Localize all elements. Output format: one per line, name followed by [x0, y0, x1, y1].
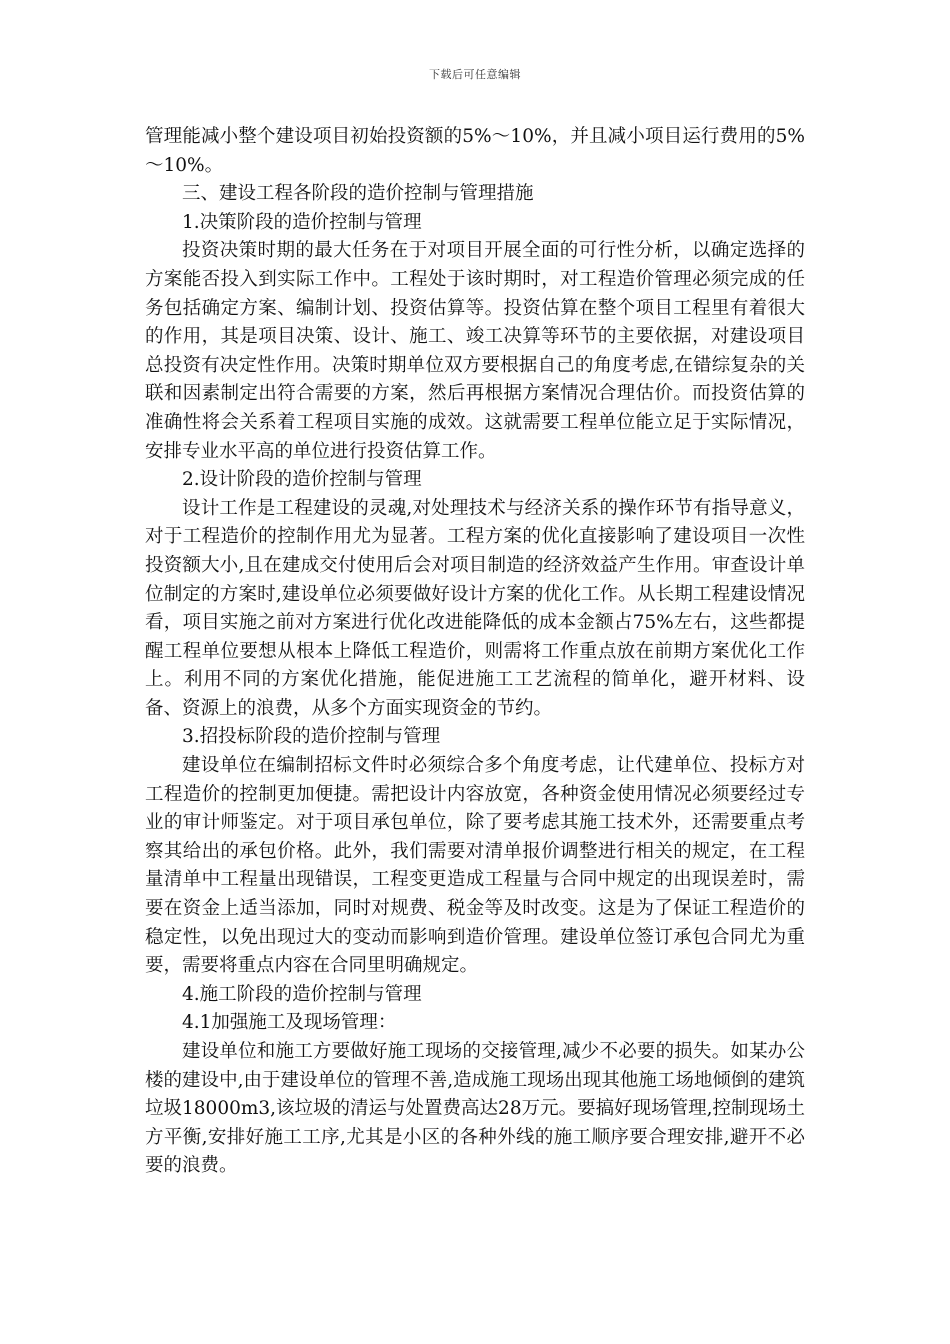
page-header: 下载后可任意编辑 — [429, 68, 521, 81]
document-body — [145, 123, 805, 1181]
paragraph-bidding-stage: 建设单位在编制招标文件时必须综合多个角度考虑，让代建单位、投标方对工程造价的控制更加便捷。需把设计内容放宽，各种资金使用情况必须要经过专业的审计师鉴定。对于项目承包单位，除了要考虑其施工技术外，还需要重点考察其给出的承包价格。此外，我们需要对清单报价调整进行相关的规定，在工程量清单中工程量出现错误，工程变更造成工程量与合同中规定的出现误差时，需要在资金上适当添加，同时对规费、税金等及时改变。这是为了保证工程造价的稳定性，以免出现过大的变动而影响到造价管理。建设单位签订承包合同尤为重要，需要将重点内容在合同里明确规定。 — [145, 755, 805, 977]
section-heading-3: 三、建设工程各阶段的造价控制与管理措施 — [182, 183, 534, 205]
paragraph-decision-stage: 投资决策时期的最大任务在于对项目开展全面的可行性分析，以确定选择的方案能否投入到实际工作中。工程处于该时期时，对工程造价管理必须完成的任务包括确定方案、编制计划、投资估算等。投资估算在整个项目工程里有着很大的作用，其是项目决策、设计、施工、竣工决算等环节的主要依据，对建设项目总投资有决定性作用。决策时期单位双方要根据自己的角度考虑,在错综复杂的关联和因素制定出符合需要的方案，然后再根据方案情况合理估价。而投资估算的准确性将会关系着工程项目实施的成效。这就需要工程单位能立足于实际情况，安排专业水平高的单位进行投资估算工作。 — [145, 240, 805, 462]
subsection-heading-3: 3.招投标阶段的造价控制与管理 — [182, 726, 441, 748]
paragraph-continuation: 管理能减小整个建设项目初始投资额的5%～10%，并且减小项目运行费用的5%～10%。 — [145, 126, 805, 176]
subsection-heading-4: 4.施工阶段的造价控制与管理 — [182, 983, 422, 1005]
subsection-heading-2: 2.设计阶段的造价控制与管理 — [182, 469, 422, 491]
paragraph-design-stage: 设计工作是工程建设的灵魂,对处理技术与经济关系的操作环节有指导意义，对于工程造价的控制作用尤为显著。工程方案的优化直接影响了建设项目一次性投资额大小,且在建成交付使用后会对项目制造的经济效益产生作用。审查设计单位制定的方案时,建设单位必须要做好设计方案的优化工作。从长期工程建设情况看，项目实施之前对方案进行优化改进能降低的成本金额占75%左右，这些都提醒工程单位要想从根本上降低工程造价，则需将工作重点放在前期方案优化工作上。利用不同的方案优化措施，能促进施工工艺流程的简单化，避开材料、设备、资源上的浪费，从多个方面实现资金的节约。 — [145, 497, 805, 719]
paragraph-construction-management: 建设单位和施工方要做好施工现场的交接管理,减少不必要的损失。如某办公楼的建设中,由于建设单位的管理不善,造成施工现场出现其他施工场地倾倒的建筑垃圾18000m3,该垃圾的清运与处置费高达28万元。要搞好现场管理,控制现场土方平衡,安排好施工工序,尤其是小区的各种外线的施工顺序要合理安排,避开不必要的浪费。 — [145, 1041, 805, 1177]
subsection-heading-4-1: 4.1加强施工及现场管理： — [182, 1012, 397, 1034]
subsection-heading-1: 1.决策阶段的造价控制与管理 — [182, 211, 422, 233]
